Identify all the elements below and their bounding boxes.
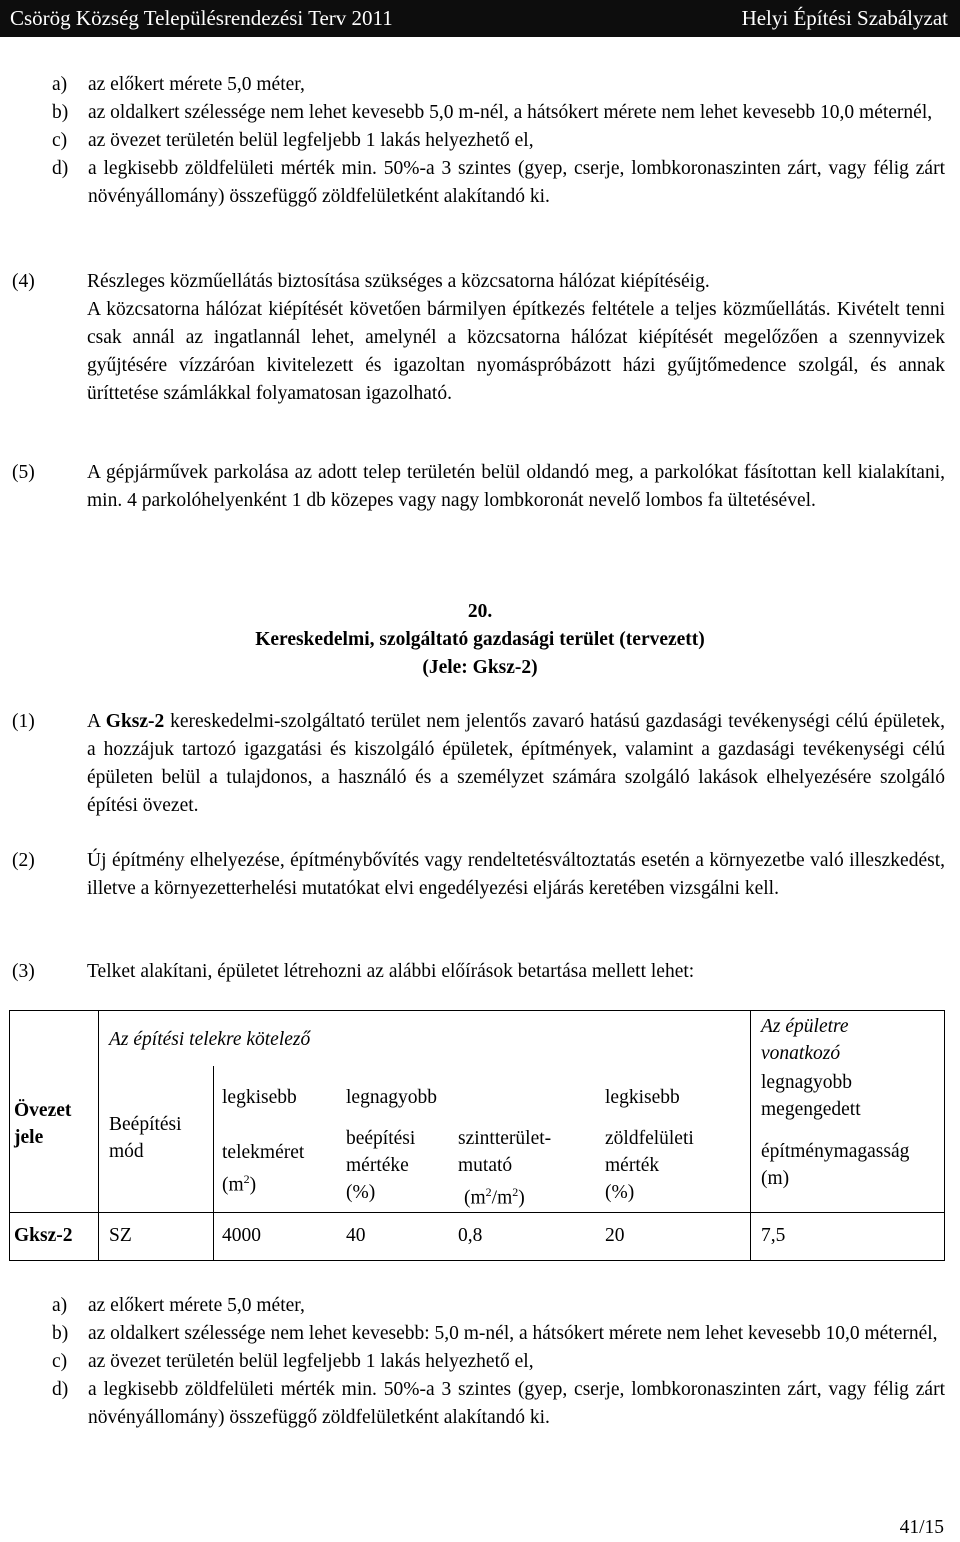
list-item xyxy=(52,155,945,211)
cell-green: 20 xyxy=(605,1225,625,1246)
list-item xyxy=(52,1320,945,1348)
unit: /m xyxy=(491,1187,513,1209)
unit-exponent: 2 xyxy=(243,1172,250,1186)
cell-coverage: 40 xyxy=(346,1225,366,1246)
header-max-height xyxy=(761,1069,861,1123)
page-header xyxy=(0,0,960,37)
cell-height: 7,5 xyxy=(761,1225,786,1246)
header-height-line2: megengedett xyxy=(761,1099,861,1120)
unit-exponent: 2 xyxy=(512,1185,519,1199)
paragraph-number: (4) xyxy=(12,271,35,292)
list-marker: b) xyxy=(52,1323,69,1344)
section-paragraph-3 xyxy=(12,958,945,986)
list-item xyxy=(52,127,945,155)
list-marker: d) xyxy=(52,1379,69,1400)
paragraph-number: (5) xyxy=(12,462,35,483)
header-cov-line2: mértéke xyxy=(346,1155,409,1176)
list-marker: d) xyxy=(52,158,69,179)
table-group-header: Az építési telekre kötelező xyxy=(109,1029,311,1050)
list-item xyxy=(52,1348,945,1376)
paragraph-text xyxy=(87,268,945,408)
table-border xyxy=(944,1010,945,1261)
table-row-divider xyxy=(9,1212,945,1213)
list-item xyxy=(52,1376,945,1432)
section-number: 20. xyxy=(467,601,493,622)
paragraph-number: (2) xyxy=(12,850,35,871)
table-group-header-line1: Az épületre xyxy=(761,1016,849,1037)
list-text: az oldalkert szélessége nem lehet kevesebb: 5,0 m-nél, a hátsókert mérete nem lehet kevesebb 10,0 méternél, xyxy=(88,1323,938,1344)
paragraph-number: (3) xyxy=(12,961,35,982)
top-list xyxy=(52,71,945,211)
header-height-unit xyxy=(761,1138,909,1192)
list-text: a legkisebb zöldfelületi mérték min. 50%-a 3 szintes (gyep, cserje, lombkoronaszinten zárt, vagy félig zárt növényállomány) összefüggő zöldfelületként alakítandó ki. xyxy=(88,1379,945,1428)
header-far-line2: mutató xyxy=(458,1155,513,1176)
header-lot-line1: telekméret xyxy=(222,1142,305,1163)
unit: (m xyxy=(222,1174,244,1196)
page-number: 41/15 xyxy=(899,1517,944,1538)
header-cov-line1: beépítési xyxy=(346,1128,416,1149)
header-height-line1: legnagyobb xyxy=(761,1072,852,1093)
header-green-line3: (%) xyxy=(605,1182,635,1203)
list-text: az előkert mérete 5,0 méter, xyxy=(88,1295,305,1316)
list-marker: c) xyxy=(52,1351,68,1372)
regulations-table xyxy=(9,1010,945,1261)
header-height-line3: építménymagasság xyxy=(761,1141,910,1162)
list-text: az övezet területén belül legfeljebb 1 lakás helyezhető el, xyxy=(88,130,534,151)
header-cov-line3: (%) xyxy=(346,1182,376,1203)
paragraph-body: A közcsatorna hálózat kiépítését követően bármilyen építkezés feltétele a teljes közműellátás. Kivételt tenni csak annál az ingatlannál lehet, amelynél a közcsatorna hálózat kiépítését megelőzően a szennyvizek gyűjtésére vízzáróan kivitelezett és igazoltan nyomáspróbázott házi gyűjtőmedence szolgál, és annak üríttetése számlákkal folyamatosan igazolható. xyxy=(87,299,945,404)
list-marker: b) xyxy=(52,102,69,123)
header-lot-line2 xyxy=(222,1166,304,1199)
paragraph-number: (1) xyxy=(12,711,35,732)
zone-code: Gksz-2 xyxy=(105,711,165,732)
table-border xyxy=(9,1010,945,1011)
header-building-mode xyxy=(109,1111,182,1165)
list-marker: c) xyxy=(52,130,68,151)
list-item xyxy=(52,1292,945,1320)
header-green-line2: mérték xyxy=(605,1155,660,1176)
list-text: a legkisebb zöldfelületi mérték min. 50%-a 3 szintes (gyep, cserje, lombkoronaszinten zárt, vagy félig zárt növényállomány) összefüggő zöldfelületként alakítandó ki. xyxy=(88,158,945,207)
header-far-line1: szintterület- xyxy=(458,1128,552,1149)
list-item xyxy=(52,71,945,99)
section-subtitle: (Jele: Gksz-2) xyxy=(422,657,538,678)
text-pre: A xyxy=(87,711,106,732)
table-border xyxy=(9,1010,10,1261)
table-col-divider xyxy=(213,1066,214,1261)
cell-lot: 4000 xyxy=(222,1225,261,1246)
text-post: kereskedelmi-szolgáltató terület nem jelentős zavaró hatású gazdasági tevékenységi célú épületek, a hozzájuk tartozó igazgatási és kiszolgáló épületek, építmények, valamint a gazdasági tevékenységi célú épületen belül a tulajdonos, a használó és a személyzet számára szolgáló lakások elhelyezésére szolgáló építési övezet. xyxy=(87,711,945,816)
list-text: az övezet területén belül legfeljebb 1 lakás helyezhető el, xyxy=(88,1351,534,1372)
paragraph-4 xyxy=(12,268,945,408)
paragraph-text: Új építmény elhelyezése, építménybővítés vagy rendeltetésváltoztatás esetén a környezetbe való illeszkedést, illetve a környezetterhelési mutatókat elvi engedélyezési eljárás keretében vizsgálni kell. xyxy=(87,850,945,899)
table-col-divider xyxy=(750,1010,751,1261)
header-document-title: Csörög Község Településrendezési Terv 2011 xyxy=(10,6,393,30)
table-group-header-line2: vonatkozó xyxy=(761,1043,841,1064)
header-green-line1: zöldfelületi xyxy=(605,1128,694,1149)
header-section-title: Helyi Építési Szabályzat xyxy=(741,6,948,30)
header-floor-area-ratio xyxy=(458,1125,551,1212)
header-min-green: legkisebb xyxy=(605,1087,680,1108)
unit: (m xyxy=(464,1187,486,1209)
header-zone-line1: Övezet xyxy=(14,1100,72,1121)
header-max: legnagyobb xyxy=(346,1087,437,1108)
table-border xyxy=(9,1260,945,1261)
header-mode-line1: Beépítési xyxy=(109,1114,182,1135)
table-col-divider xyxy=(98,1010,99,1261)
header-far-line3 xyxy=(458,1179,551,1212)
header-mode-line2: mód xyxy=(109,1141,144,1162)
header-height-line4: (m) xyxy=(761,1168,790,1189)
list-text: az előkert mérete 5,0 méter, xyxy=(88,74,305,95)
header-min: legkisebb xyxy=(222,1087,297,1108)
paragraph-5 xyxy=(12,459,945,515)
header-zone-line2: jele xyxy=(14,1127,44,1148)
header-coverage xyxy=(346,1125,415,1206)
header-zone xyxy=(14,1097,71,1151)
section-paragraph-1 xyxy=(12,708,945,820)
list-item xyxy=(52,99,945,127)
paragraph-first-line: Részleges közműellátás biztosítása szükséges a közcsatorna hálózat kiépítéséig. xyxy=(87,271,710,292)
unit-close: ) xyxy=(518,1187,525,1209)
paragraph-text xyxy=(87,708,945,820)
list-text: az oldalkert szélessége nem lehet kevesebb 5,0 m-nél, a hátsókert mérete nem lehet kevesebb 10,0 méternél, xyxy=(88,102,933,123)
cell-mode: SZ xyxy=(109,1225,132,1246)
unit-exponent: 2 xyxy=(485,1185,492,1199)
header-green-ratio xyxy=(605,1125,694,1206)
unit-close: ) xyxy=(249,1174,257,1196)
bottom-list xyxy=(52,1292,945,1432)
list-marker: a) xyxy=(52,74,68,95)
cell-far: 0,8 xyxy=(458,1225,483,1246)
cell-zone: Gksz-2 xyxy=(14,1225,73,1246)
section-paragraph-2 xyxy=(12,847,945,903)
paragraph-text: Telket alakítani, épületet létrehozni az alábbi előírások betartása mellett lehet: xyxy=(87,961,695,982)
section-title: Kereskedelmi, szolgáltató gazdasági terület (tervezett) xyxy=(255,629,705,650)
paragraph-text: A gépjárművek parkolása az adott telep területén belül oldandó meg, a parkolókat fásítottan kell kialakítani, min. 4 parkolóhelyenként 1 db közepes vagy nagy lombkoronát nevelő lombos fa ültetésével. xyxy=(87,462,945,511)
header-lot-size xyxy=(222,1139,304,1199)
list-marker: a) xyxy=(52,1295,68,1316)
